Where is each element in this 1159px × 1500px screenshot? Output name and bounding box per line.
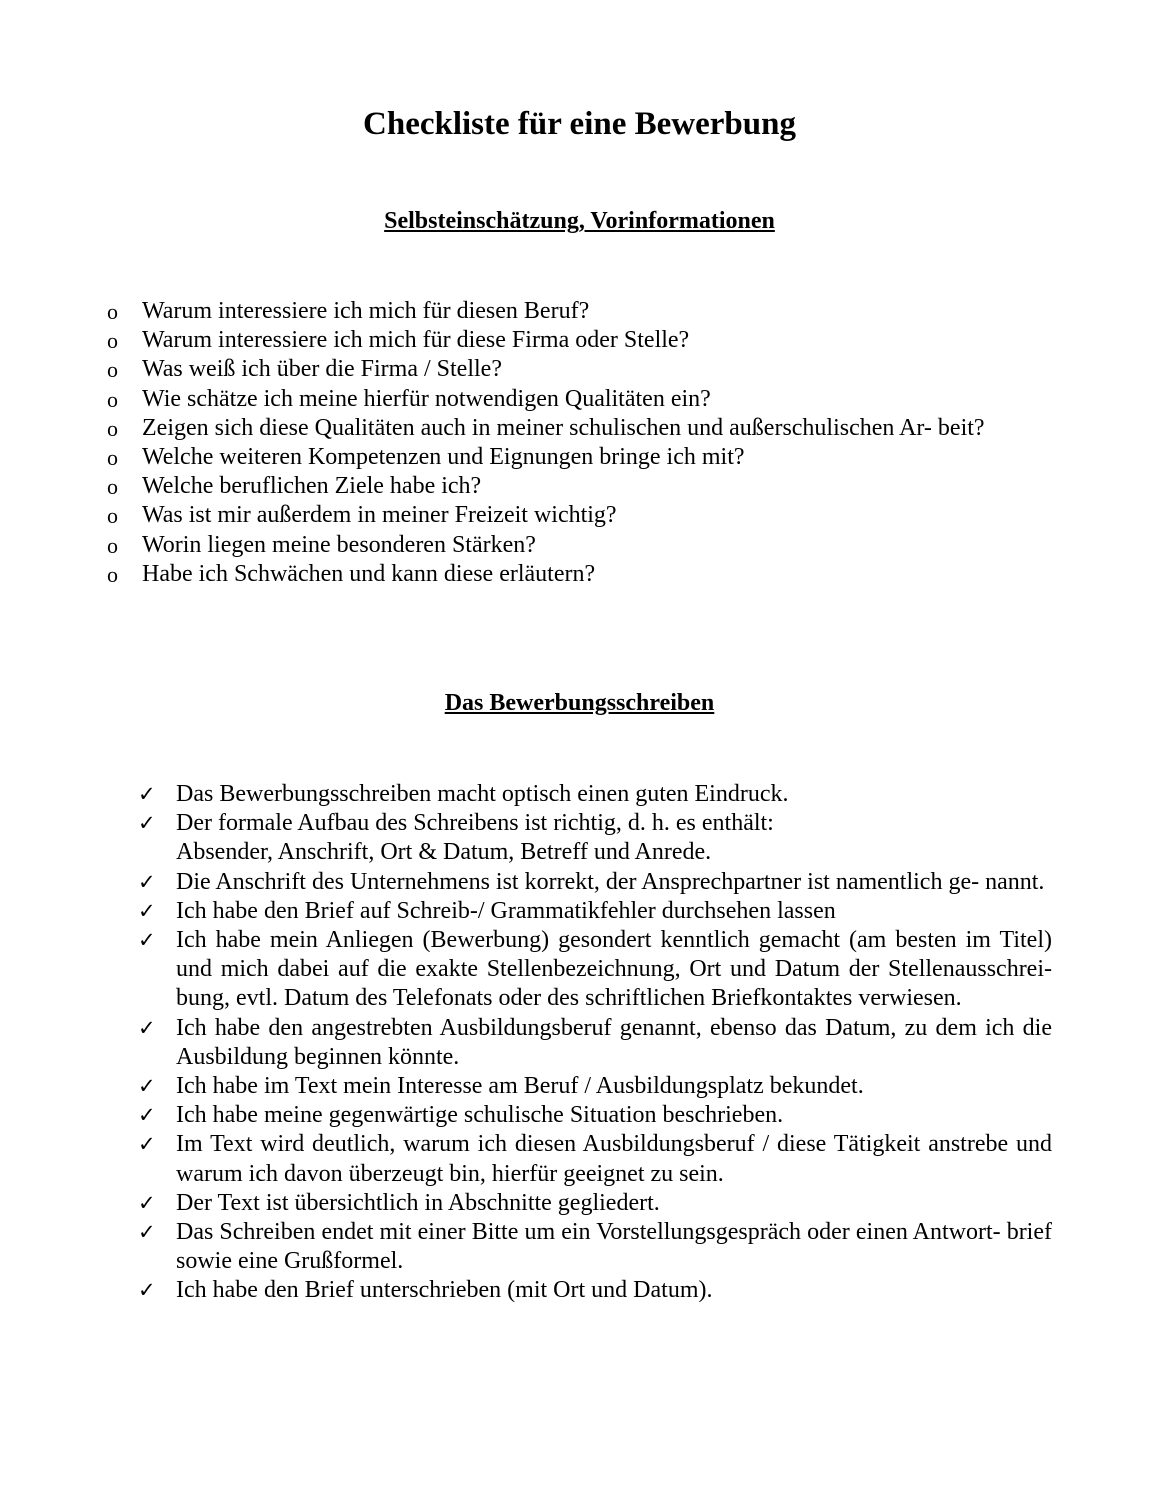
list-item: [107, 472, 1052, 501]
list-item: [138, 926, 1052, 1014]
list-item: [138, 1218, 1052, 1276]
checkmark-icon: ✓: [138, 869, 156, 894]
application-letter-checklist: [138, 780, 1052, 1306]
list-item: [138, 1014, 1052, 1072]
checkmark-icon: ✓: [138, 1132, 156, 1157]
list-item-text: Was ist mir außerdem in meiner Freizeit wichtig?: [142, 502, 617, 529]
section-heading-application-letter: Das Bewerbungsschreiben: [444, 690, 715, 716]
list-item: [138, 1101, 1052, 1130]
checkmark-icon: ✓: [138, 1278, 156, 1303]
checkmark-icon: ✓: [138, 1220, 156, 1245]
circle-bullet-icon: o: [107, 328, 118, 354]
list-item-text: Warum interessiere ich mich für diesen Beruf?: [142, 298, 590, 324]
checkmark-icon: ✓: [138, 1015, 156, 1040]
circle-bullet-icon: o: [107, 503, 118, 529]
list-item: [107, 531, 1052, 560]
list-item-text: Welche weiteren Kompetenzen und Eignungen bringe ich mit?: [142, 444, 745, 471]
checkmark-icon: ✓: [138, 898, 156, 923]
list-item-continuation: Absender, Anschrift, Ort & Datum, Betreff und Anrede.: [176, 839, 712, 866]
list-item-text: Habe ich Schwächen und kann diese erläutern?: [142, 560, 596, 587]
list-item-text: Warum interessiere ich mich für diese Firma oder Stelle?: [142, 327, 690, 354]
circle-bullet-icon: o: [107, 474, 118, 500]
list-item: [107, 297, 1052, 326]
circle-bullet-icon: o: [107, 299, 118, 324]
list-item-text: Ich habe im Text mein Interesse am Beruf / Ausbildungsplatz bekundet.: [176, 1073, 864, 1100]
circle-bullet-icon: o: [107, 445, 118, 471]
circle-bullet-icon: o: [107, 415, 118, 441]
list-item: [107, 414, 1052, 443]
list-item-text: Der Text ist übersichtlich in Abschnitte gegliedert.: [176, 1189, 660, 1216]
list-item-text: Ich habe meine gegenwärtige schulische Situation beschrieben.: [176, 1102, 784, 1129]
circle-bullet-icon: o: [107, 386, 118, 412]
list-item: [138, 1189, 1052, 1218]
list-item: [138, 1072, 1052, 1101]
list-item: [138, 809, 1052, 867]
list-item-text: Worin liegen meine besonderen Stärken?: [142, 531, 536, 558]
list-item: [107, 326, 1052, 355]
list-item: [138, 1130, 1052, 1188]
circle-bullet-icon: o: [107, 532, 118, 558]
self-assessment-checklist: [107, 297, 1052, 589]
list-item-text: Ich habe den Brief auf Schreib-/ Grammatikfehler durchsehen lassen: [176, 897, 836, 924]
document-title: Checkliste für eine Bewerbung: [363, 106, 796, 142]
list-item-text: Das Schreiben endet mit einer Bitte um ein Vorstellungsgespräch oder einen Antwort- brief sowie eine Grußformel.: [176, 1219, 1052, 1275]
list-item-text: Wie schätze ich meine hierfür notwendigen Qualitäten ein?: [142, 385, 711, 412]
list-item: [138, 897, 1052, 926]
list-item: [138, 868, 1052, 897]
list-item-text: Ich habe den Brief unterschrieben (mit Ort und Datum).: [176, 1277, 713, 1304]
list-item-text: Welche beruflichen Ziele habe ich?: [142, 473, 482, 500]
list-item-text: Die Anschrift des Unternehmens ist korrekt, der Ansprechpartner ist namentlich ge- nannt.: [176, 868, 1045, 895]
circle-bullet-icon: o: [107, 561, 118, 587]
checkmark-icon: ✓: [138, 1190, 156, 1215]
list-item-text: Im Text wird deutlich, warum ich diesen Ausbildungsberuf / diese Tätigkeit anstrebe und warum ich davon überzeugt bin, hierfür geeignet zu sein.: [176, 1131, 1052, 1187]
list-item: [138, 780, 1052, 809]
list-item: [107, 385, 1052, 414]
checkmark-icon: ✓: [138, 928, 156, 953]
list-item: [107, 501, 1052, 530]
list-item-text: Was weiß ich über die Firma / Stelle?: [142, 356, 502, 383]
circle-bullet-icon: o: [107, 357, 118, 383]
checkmark-icon: ✓: [138, 1103, 156, 1128]
checkmark-icon: ✓: [138, 1074, 156, 1099]
list-item: [138, 1276, 1052, 1305]
section-heading-self-assessment: Selbsteinschätzung, Vorinformationen: [384, 208, 775, 234]
list-item: [107, 560, 1052, 589]
checkmark-icon: ✓: [138, 782, 156, 806]
list-item: [107, 443, 1052, 472]
list-item-text: Zeigen sich diese Qualitäten auch in meiner schulischen und außerschulischen Ar- beit?: [142, 414, 985, 441]
list-item: [107, 355, 1052, 384]
list-item-text: Der formale Aufbau des Schreibens ist richtig, d. h. es enthält:: [176, 810, 774, 837]
list-item-text: Das Bewerbungsschreiben macht optisch einen guten Eindruck.: [176, 781, 789, 807]
list-item-text: Ich habe mein Anliegen (Bewerbung) gesondert kenntlich gemacht (am besten im Titel) und mich dabei auf die exakte Stellenbezeichnung, Ort und Datum der Stellenausschrei- bung, evtl. Datum des Telefonats oder des schriftlichen Briefkontaktes verwiesen.: [176, 927, 1052, 1012]
list-item-text: Ich habe den angestrebten Ausbildungsberuf genannt, ebenso das Datum, zu dem ich die Ausbildung beginnen könnte.: [176, 1014, 1052, 1070]
checkmark-icon: ✓: [138, 811, 156, 836]
